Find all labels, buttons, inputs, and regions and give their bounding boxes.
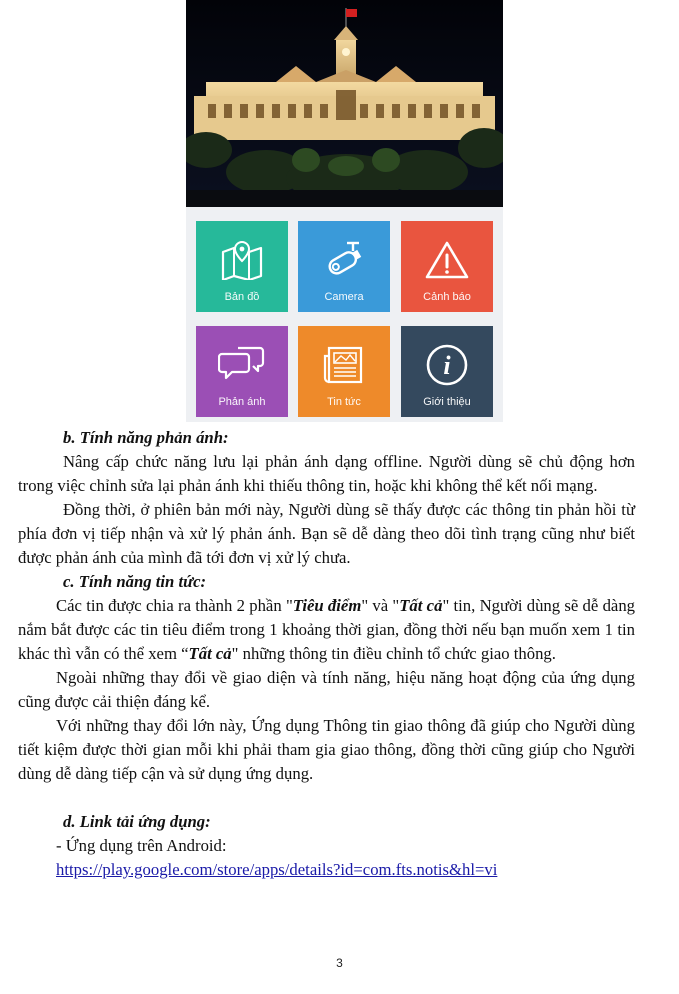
- android-label: - Ứng dụng trên Android:: [56, 836, 227, 855]
- tieu-diem-term: Tiêu điểm: [292, 596, 362, 615]
- section-b-paragraph-2: Đồng thời, ở phiên bản mới này, Người dùng sẽ thấy được các thông tin phản hồi từ phía đơn vị tiếp nhận và xử lý phản ánh. Bạn sẽ dễ dàng theo dõi tình trạng cũng như biết được phản ánh của mình đã tới đơn vị xử lý chưa.: [18, 500, 635, 567]
- info-icon: [424, 342, 470, 388]
- camera-icon: [321, 239, 367, 281]
- text-run: Các tin được chia ra thành 2 phần ": [56, 596, 293, 615]
- text-run: " tin, Người dùng sẽ dễ dàng nắm bắt được các tin tiêu điểm trong 1 khoảng thời gian, đồng thời nếu bạn muốn xem 1 tin khác thì vẫn có thể xem “: [18, 596, 636, 663]
- section-c-paragraph-1: [18, 594, 635, 666]
- section-b-paragraph-1: Nâng cấp chức năng lưu lại phản ánh dạng offline. Người dùng sẽ chủ động hơn trong việc chỉnh sửa lại phản ánh khi thiếu thông tin, hoặc khi không thể kết nối mạng.: [18, 452, 635, 495]
- tile-gioi-thieu[interactable]: [401, 326, 493, 417]
- text-run: " những thông tin điều chỉnh tổ chức giao thông.: [231, 644, 556, 663]
- tat-ca-term: Tất cả: [399, 596, 443, 615]
- city-hall-night-photo: [186, 0, 503, 207]
- warning-icon: [424, 239, 470, 281]
- tile-camera[interactable]: [298, 221, 390, 312]
- tile-label: Camera: [324, 291, 364, 303]
- map-pin-icon: [219, 240, 265, 280]
- section-c-heading: c. Tính năng tin tức:: [63, 572, 207, 591]
- tile-label: Tin tức: [327, 396, 361, 408]
- newspaper-icon: [321, 344, 367, 386]
- document-body: [18, 426, 635, 882]
- tile-label: Cảnh báo: [423, 291, 471, 303]
- section-c-paragraph-2: Ngoài những thay đổi về giao diện và tính năng, hiệu năng hoạt động của ứng dụng cũng được cải thiện đáng kể.: [18, 668, 635, 711]
- tile-label: Giới thiệu: [423, 396, 471, 408]
- chat-bubbles-icon: [218, 344, 266, 386]
- android-download-link[interactable]: https://play.google.com/store/apps/details?id=com.fts.notis&hl=vi: [56, 860, 498, 879]
- tile-label: Phản ánh: [218, 396, 266, 408]
- tile-ban-do[interactable]: [196, 221, 288, 312]
- building-illustration: [186, 0, 503, 207]
- page-number: 3: [336, 956, 343, 970]
- section-b-heading: b. Tính năng phản ánh:: [63, 428, 229, 447]
- text-run: " và ": [361, 596, 400, 615]
- tile-canh-bao[interactable]: [401, 221, 493, 312]
- section-c-paragraph-3: Với những thay đổi lớn này, Ứng dụng Thông tin giao thông đã giúp cho Người dùng tiết kiệm được thời gian mỗi khi phải tham gia giao thông, đồng thời cũng giúp cho Người dùng dễ dàng tiếp cận và sử dụng ứng dụng.: [18, 716, 635, 783]
- svg-text:i: i: [443, 351, 451, 380]
- tile-tin-tuc[interactable]: [298, 326, 390, 417]
- tat-ca-term: Tất cả: [188, 644, 232, 663]
- section-d-heading: d. Link tải ứng dụng:: [63, 812, 211, 831]
- tile-label: Bản đồ: [224, 291, 260, 303]
- app-menu-grid: [186, 207, 503, 422]
- tile-phan-anh[interactable]: [196, 326, 288, 417]
